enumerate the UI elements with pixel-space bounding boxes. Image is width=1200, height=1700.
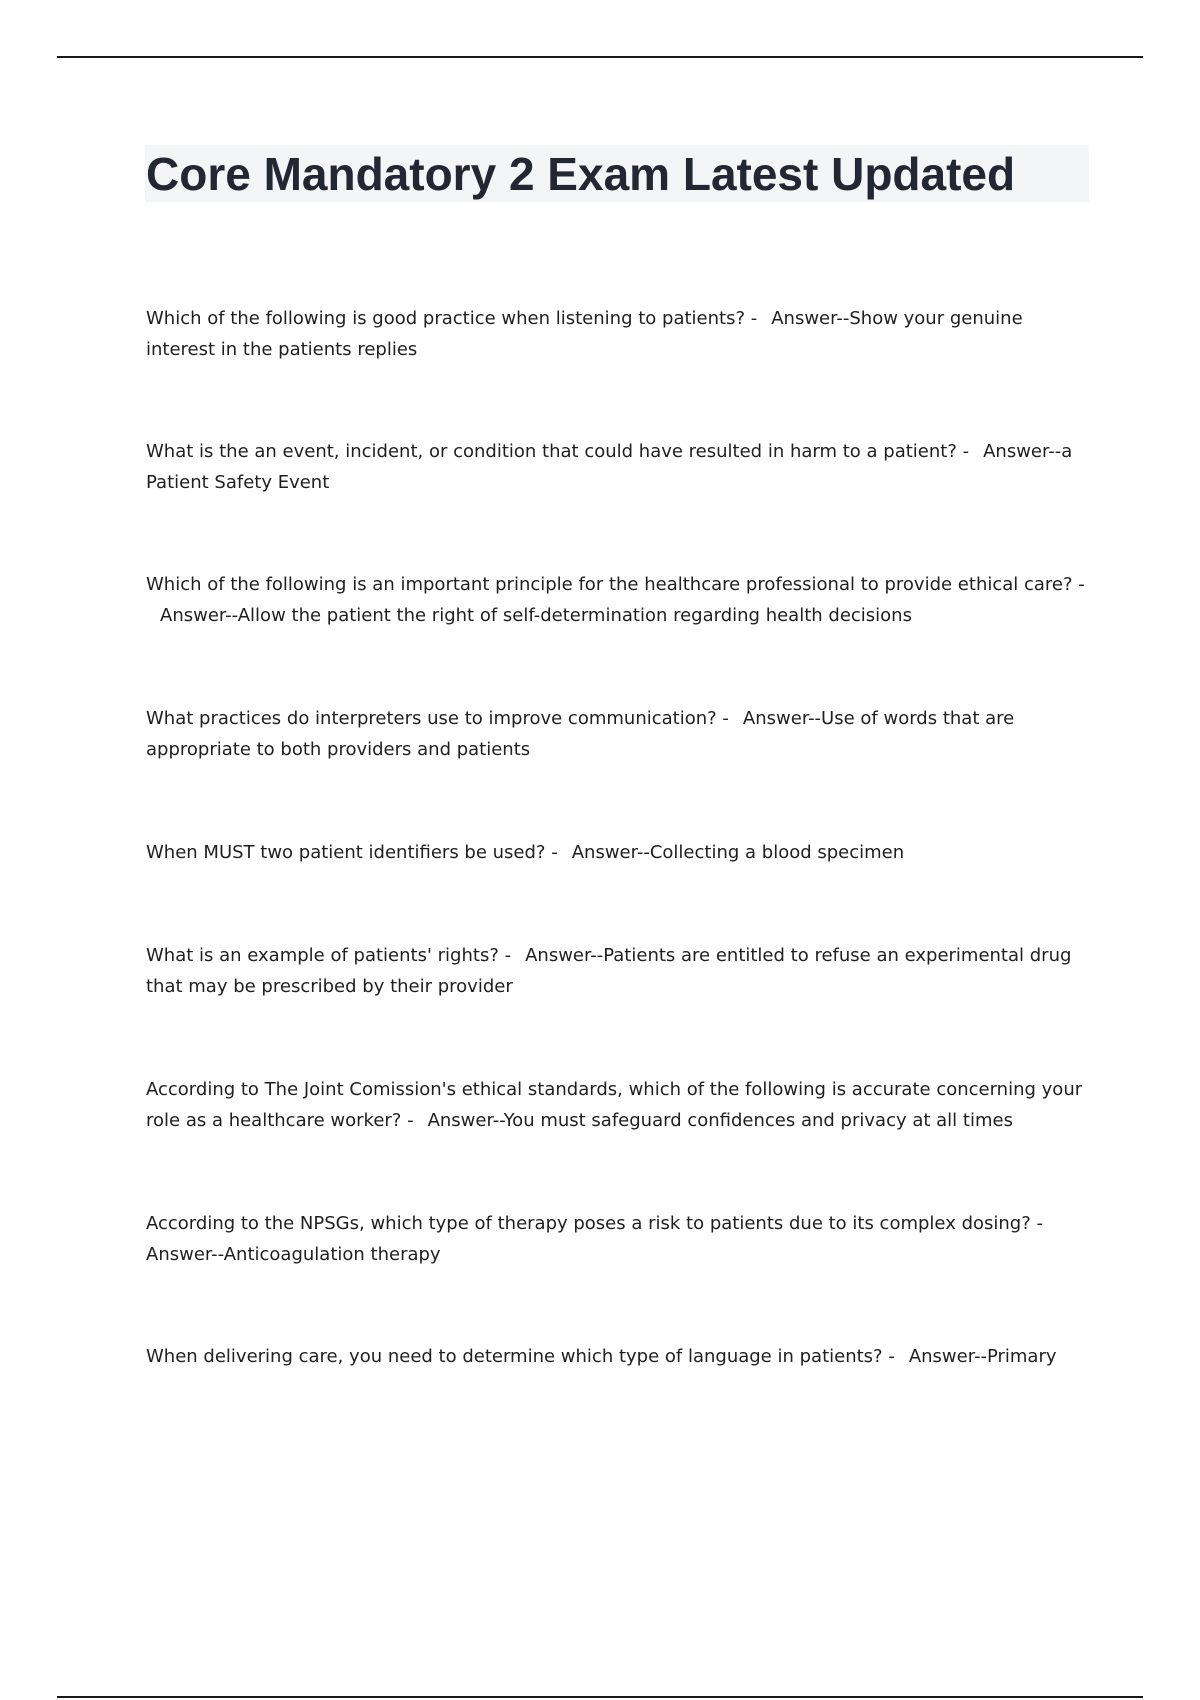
qa-item [146,1341,1086,1372]
answer-text: Answer--Allow the patient the right of self-determination regarding health decisions [160,605,912,626]
qa-item [146,940,1086,1002]
footer-rule [57,1696,1143,1698]
question-text: According to the NPSGs, which type of therapy poses a risk to patients due to its complex dosing? - [146,1213,1043,1234]
question-text: Which of the following is an important principle for the healthcare professional to provide ethical care? - [146,574,1085,595]
question-text: According to The Joint Comission's ethical standards, which of the following is accurate concerning your role as a healthcare worker? - [146,1079,1083,1131]
answer-text: Answer--You must safeguard confidences and privacy at all times [427,1110,1013,1131]
question-text: What is the an event, incident, or condition that could have resulted in harm to a patient? - [146,441,970,462]
answer-text: Answer--a Patient Safety Event [146,441,1073,493]
header-rule [57,56,1143,58]
question-text: When delivering care, you need to determine which type of language in patients? - [146,1346,895,1367]
answer-text: Answer--Primary [908,1346,1057,1367]
qa-item [146,703,1086,765]
answer-text: Answer--Show your genuine interest in the patients replies [146,308,1023,360]
answer-text: Answer--Collecting a blood specimen [571,842,905,863]
answer-text: Answer--Use of words that are appropriate to both providers and patients [146,708,1015,760]
question-text: What is an example of patients' rights? - [146,945,512,966]
question-text: Which of the following is good practice when listening to patients? - [146,308,758,329]
answer-text: Answer--Anticoagulation therapy [146,1244,441,1265]
qa-item [146,837,1086,868]
document-title: Core Mandatory 2 Exam Latest Updated [146,148,1016,200]
qa-item [146,569,1086,631]
qa-item [146,303,1086,365]
answer-text: Answer--Patients are entitled to refuse an experimental drug that may be prescribed by their provider [146,945,1072,997]
question-text: What practices do interpreters use to improve communication? - [146,708,729,729]
qa-item [146,1074,1086,1136]
question-text: When MUST two patient identifiers be used? - [146,842,558,863]
qa-item [146,436,1086,498]
qa-item [146,1208,1086,1270]
